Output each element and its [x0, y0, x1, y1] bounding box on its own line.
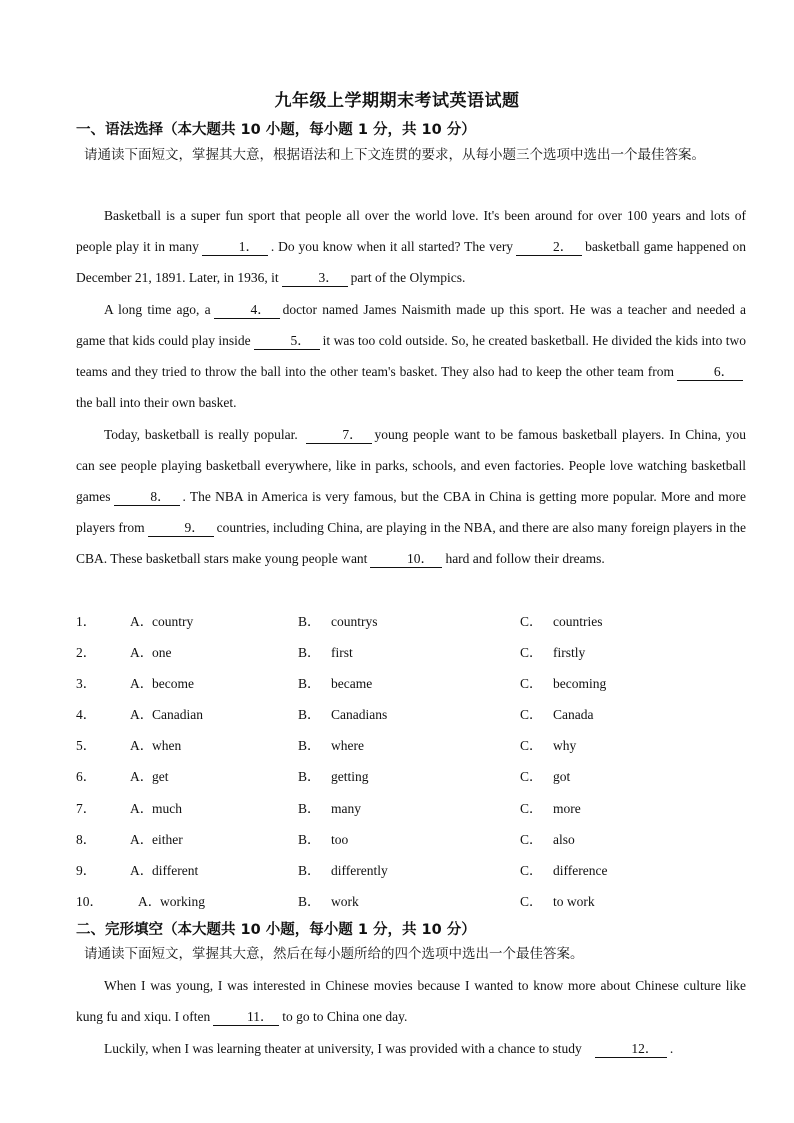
- blank-7: 7．: [306, 427, 372, 444]
- blank-2: 2．: [516, 239, 582, 256]
- section2-instruction: 请通读下面短文，掌握其大意，然后在每小题所给的四个选项中选出一个最佳答案。: [84, 946, 584, 962]
- passage1-paragraph1: Basketball is a super fun sport that people all over the world love. It's been around for over 100 years and lots of people play it in many 1． . Do you know when it all started? The very 2． basketball game happened on December 21, 1891. Later, in 1936, it 3． part of the Olympics.: [76, 208, 746, 286]
- question-row: [76, 608, 746, 639]
- option-b[interactable]: B． work: [298, 893, 359, 909]
- blank-11: 11．: [213, 1009, 279, 1026]
- passage1-paragraph3: Today, basketball is really popular. 7． young people want to be famous basketball players. In China, you can see people playing basketball everywhere, like in parks, schools, and even factories. People love watching basketball games 8． . The NBA in America is very famous, but the CBA in China is getting more popular. More and more players from 9． countries, including China, are playing in the NBA, and there are also many foreign players in the CBA. These basketball stars make young people want 10． hard and follow their dreams.: [76, 427, 747, 567]
- option-c[interactable]: C． difference: [520, 862, 608, 878]
- option-b[interactable]: B． countrys: [298, 614, 378, 629]
- option-b[interactable]: B． too: [298, 831, 349, 847]
- blank-6: 6．: [677, 364, 743, 381]
- question-row: [76, 763, 746, 794]
- blank-9: 9．: [148, 520, 214, 537]
- option-c[interactable]: C． also: [520, 831, 575, 847]
- section1-heading: 一、语法选择（本大题共 10 小题，每小题 1 分，共 10 分）: [76, 122, 476, 138]
- question-number: 6．: [76, 769, 97, 785]
- option-c[interactable]: C． Canada: [520, 707, 594, 723]
- question-number: 9．: [76, 862, 97, 878]
- question-number: 7．: [76, 800, 97, 816]
- option-c[interactable]: C． becoming: [520, 676, 607, 692]
- option-a[interactable]: A． different: [130, 862, 199, 878]
- option-c[interactable]: C． firstly: [520, 645, 586, 661]
- option-b[interactable]: B． differently: [298, 862, 388, 878]
- page-title: 九年级上学期期末考试英语试题: [274, 91, 520, 111]
- blank-4: 4．: [214, 302, 280, 319]
- blank-1: 1．: [202, 239, 268, 256]
- option-a[interactable]: A． become: [130, 676, 194, 692]
- option-b[interactable]: B． first: [298, 645, 353, 661]
- option-a[interactable]: A． get: [130, 769, 169, 785]
- option-c[interactable]: C． countries: [520, 614, 603, 629]
- passage2-paragraph1: When I was young, I was interested in Chinese movies because I wanted to know more about Chinese culture like kung fu and xiqu. I often 11． to go to China one day.: [76, 978, 746, 1025]
- question-number: 3．: [76, 676, 97, 692]
- question-row: [76, 888, 746, 919]
- section2-heading: 二、完形填空（本大题共 10 小题，每小题 1 分，共 10 分）: [76, 922, 476, 938]
- option-b[interactable]: B． getting: [298, 769, 369, 785]
- option-b[interactable]: B． many: [298, 800, 361, 816]
- question-number: 2．: [76, 645, 97, 661]
- option-c[interactable]: C． got: [520, 769, 571, 785]
- question-number: 1．: [76, 614, 97, 629]
- option-b[interactable]: B． where: [298, 738, 364, 754]
- blank-5: 5．: [254, 333, 320, 350]
- question-number: 5．: [76, 738, 97, 754]
- passage2-paragraph2: Luckily, when I was learning theater at university, I was provided with a chance to study 12． .: [104, 1041, 674, 1056]
- blank-3: 3．: [282, 270, 348, 287]
- option-a[interactable]: A． much: [130, 800, 182, 816]
- question-row: [76, 857, 746, 888]
- passage1-paragraph2: A long time ago, a 4． doctor named James Naismith made up this sport. He was a teacher and needed a game that kids could play inside 5． it was too cold outside. So, he created basketball. He divided the kids into two teams and they tried to throw the ball into the other team's basket. They also had to keep the other team from 6．the ball into their own basket.: [76, 302, 746, 411]
- section1-instruction: 请通读下面短文，掌握其大意，根据语法和上下文连贯的要求，从每小题三个选项中选出一个最佳答案。: [84, 147, 705, 163]
- question-row: [76, 826, 746, 857]
- question-row: [76, 701, 746, 732]
- question-number: 4．: [76, 707, 97, 723]
- question-row: [76, 670, 746, 701]
- option-c[interactable]: C． more: [520, 800, 581, 816]
- question-number: 10．: [76, 893, 103, 909]
- option-a[interactable]: A． either: [130, 831, 183, 847]
- option-a[interactable]: A． when: [130, 738, 182, 754]
- option-a[interactable]: A． Canadian: [130, 707, 203, 723]
- option-a[interactable]: A． one: [130, 645, 172, 661]
- question-row: [76, 795, 746, 826]
- blank-12: 12．: [595, 1041, 667, 1058]
- option-a[interactable]: A． country: [130, 614, 194, 629]
- option-c[interactable]: C． to work: [520, 893, 595, 909]
- question-number: 8．: [76, 831, 97, 847]
- question-row: [76, 732, 746, 763]
- option-c[interactable]: C． why: [520, 738, 577, 754]
- question-row: [76, 639, 746, 670]
- answer-options: [76, 608, 746, 919]
- option-b[interactable]: B． became: [298, 676, 373, 692]
- blank-10: 10．: [370, 551, 442, 568]
- option-a[interactable]: A． working: [138, 893, 205, 909]
- option-b[interactable]: B． Canadians: [298, 707, 388, 723]
- blank-8: 8．: [114, 489, 180, 506]
